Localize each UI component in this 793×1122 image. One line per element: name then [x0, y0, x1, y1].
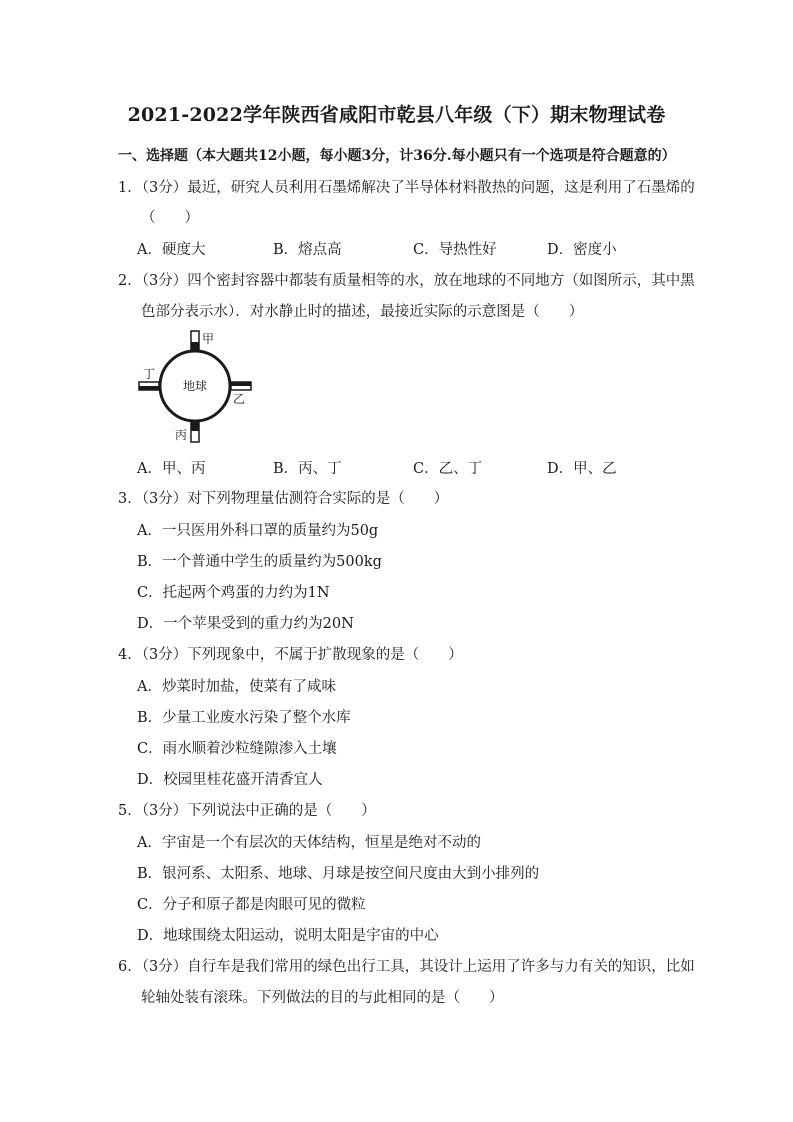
earth-diagram	[135, 326, 265, 446]
question-1-options	[137, 238, 617, 259]
question-4-stem: 4．（3分）下列现象中，不属于扩散现象的是（ ）	[118, 647, 463, 663]
option-c: C．乙、丁	[413, 461, 483, 477]
question-5-option-d: D．地球围绕太阳运动，说明太阳是宇宙的中心	[137, 928, 439, 944]
earth-water-figure	[135, 326, 265, 446]
container-yi	[231, 382, 251, 390]
label-ding: 丁	[143, 367, 156, 381]
section-heading: 一、选择题（本大题共12小题，每小题3分，计36分.每小题只有一个选项是符合题意的）	[118, 148, 676, 164]
option-b: B．熔点高	[273, 242, 342, 258]
question-6-stem-cont: 轮轴处装有滚珠。下列做法的目的与此相同的是（ ）	[141, 990, 504, 1006]
question-2-stem-cont: 色部分表示水）．对水静止时的描述，最接近实际的示意图是（ ）	[141, 304, 584, 320]
question-5-stem: 5．（3分）下列说法中正确的是（ ）	[118, 803, 376, 819]
label-bing: 丙	[175, 428, 188, 442]
question-6-stem: 6．（3分）自行车是我们常用的绿色出行工具，其设计上运用了许多与力有关的知识，比如	[118, 959, 695, 975]
question-4-option-c: C．雨水顺着沙粒缝隙渗入土壤	[137, 741, 337, 757]
question-1-blank: （ ）	[141, 210, 199, 226]
question-3-option-c: C．托起两个鸡蛋的力约为1N	[137, 585, 330, 601]
container-jia	[191, 331, 199, 351]
question-5-option-a: A．宇宙是一个有层次的天体结构，恒星是绝对不动的	[137, 835, 481, 851]
option-d: D．密度小	[547, 242, 617, 258]
option-c: C．导热性好	[413, 242, 497, 258]
option-a: A．甲、丙	[137, 461, 206, 477]
question-3-option-b: B．一个普通中学生的质量约为500kg	[137, 554, 382, 570]
question-2-stem: 2．（3分）四个密封容器中都装有质量相等的水，放在地球的不同地方（如图所示，其中黑	[118, 273, 695, 289]
container-bing	[191, 422, 199, 442]
container-ding	[139, 382, 159, 390]
question-4-option-b: B．少量工业废水污染了整个水库	[137, 710, 351, 726]
earth-label: 地球	[182, 379, 208, 393]
question-1-stem: 1．（3分）最近，研究人员利用石墨烯解决了半导体材料散热的问题，这是利用了石墨烯的	[118, 180, 695, 196]
page-title: 2021-2022学年陕西省咸阳市乾县八年级（下）期末物理试卷	[127, 104, 666, 126]
option-a: A．硬度大	[137, 242, 206, 258]
label-yi: 乙	[233, 392, 246, 406]
option-b: B．丙、丁	[273, 461, 342, 477]
label-jia: 甲	[202, 332, 215, 346]
question-4-option-a: A．炒菜时加盐，使菜有了咸味	[137, 679, 336, 695]
question-2-options	[137, 457, 617, 478]
question-3-stem: 3．（3分）对下列物理量估测符合实际的是（ ）	[118, 491, 449, 507]
question-3-option-a: A．一只医用外科口罩的质量约为50g	[137, 523, 379, 539]
option-d: D．甲、乙	[547, 461, 617, 477]
question-4-option-d: D．校园里桂花盛开清香宜人	[137, 772, 323, 788]
question-3-option-d: D．一个苹果受到的重力约为20N	[137, 616, 354, 632]
question-5-option-b: B．银河系、太阳系、地球、月球是按空间尺度由大到小排列的	[137, 866, 540, 882]
question-5-option-c: C．分子和原子都是肉眼可见的微粒	[137, 897, 366, 913]
